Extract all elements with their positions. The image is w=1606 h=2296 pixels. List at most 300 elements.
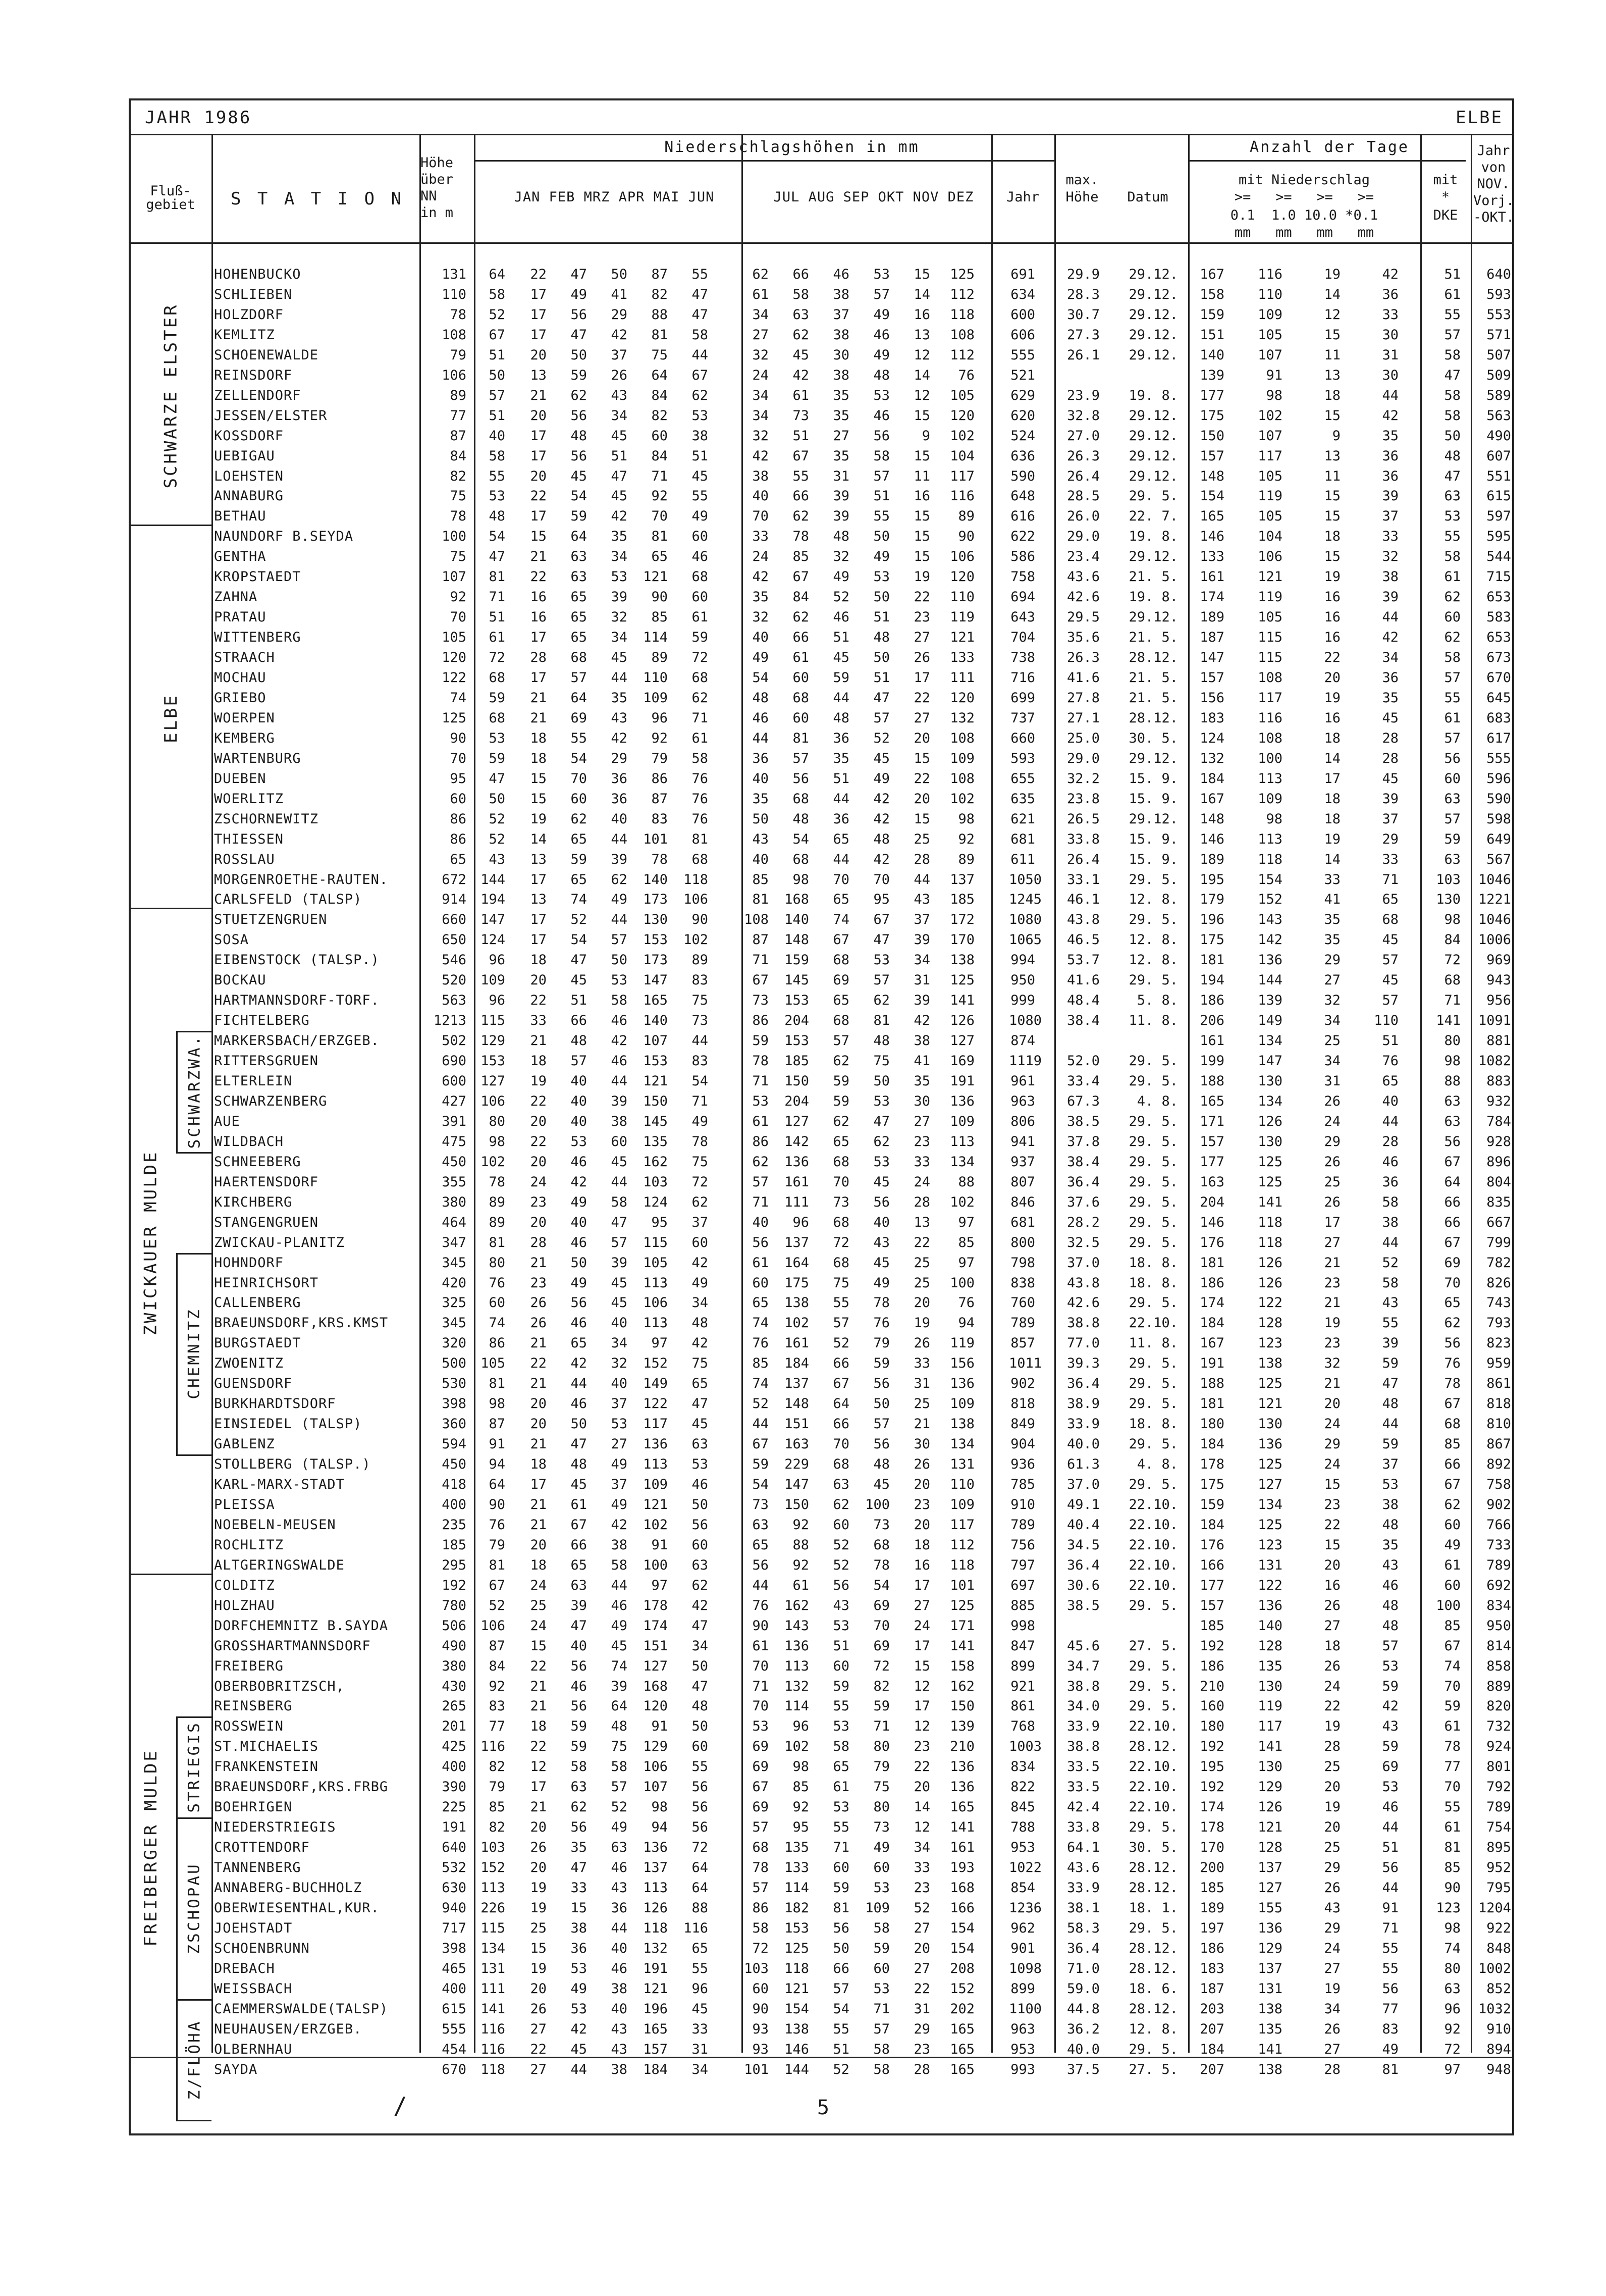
month-value: 168 — [643, 1678, 668, 1694]
hydro-year-total: 490 — [1486, 428, 1511, 444]
day-count: 160 — [1200, 1698, 1224, 1714]
month-value: 64 — [489, 1477, 505, 1492]
day-count: 16 — [1324, 630, 1341, 646]
year-total: 953 — [1010, 2041, 1035, 2057]
month-value: 36 — [570, 1940, 587, 1956]
month-value: 158 — [950, 1658, 975, 1674]
month-value: 32 — [611, 609, 627, 625]
month-value: 173 — [643, 892, 668, 908]
month-value: 38 — [914, 1033, 930, 1049]
month-value: 134 — [950, 1154, 975, 1170]
station-height: 185 — [442, 1537, 466, 1553]
month-value: 46 — [611, 1597, 627, 1613]
month-value: 20 — [914, 1517, 930, 1533]
month-value: 48 — [873, 1033, 890, 1049]
max-height: 58.3 — [1066, 1920, 1100, 1936]
month-value: 42 — [752, 569, 769, 585]
month-value: 67 — [570, 1517, 587, 1533]
day-count: 189 — [1200, 609, 1224, 625]
day-count: 126 — [1258, 1113, 1282, 1129]
month-value: 56 — [570, 1658, 587, 1674]
month-value: 106 — [643, 1295, 668, 1311]
month-value: 37 — [611, 347, 627, 363]
year-total: 699 — [1010, 690, 1035, 706]
day-count: 135 — [1258, 2021, 1282, 2037]
month-value: 69 — [752, 1739, 769, 1755]
month-value: 50 — [570, 1416, 587, 1432]
year-total: 635 — [1010, 791, 1035, 807]
month-value: 18 — [914, 1537, 930, 1553]
max-height: 40.4 — [1066, 1517, 1100, 1533]
month-value: 67 — [489, 327, 505, 343]
month-value: 82 — [489, 1819, 505, 1836]
dke-count: 97 — [1444, 2061, 1461, 2077]
month-value: 52 — [833, 589, 849, 605]
year-total: 1245 — [1009, 892, 1042, 908]
station-name: ALTGERINGSWALDE — [214, 1557, 345, 1573]
month-value: 54 — [489, 529, 505, 545]
month-value: 52 — [833, 1537, 849, 1553]
table-row — [131, 1293, 1512, 1313]
month-value: 18 — [530, 750, 547, 766]
max-height: 29.0 — [1066, 750, 1100, 766]
month-value: 149 — [643, 1376, 668, 1392]
max-height: 26.4 — [1066, 851, 1100, 867]
month-value: 35 — [752, 589, 769, 605]
station-name: CROTTENDORF — [214, 1840, 310, 1856]
month-value: 127 — [784, 1113, 809, 1129]
month-value: 30 — [914, 1436, 930, 1452]
table-row — [131, 386, 1512, 406]
max-date: 29. 5. — [1129, 2041, 1178, 2057]
day-count: 38 — [1382, 1214, 1399, 1230]
month-value: 40 — [752, 1214, 769, 1230]
month-value: 65 — [570, 831, 587, 847]
month-value: 44 — [570, 2061, 587, 2077]
station-height: 265 — [442, 1698, 466, 1714]
day-count: 127 — [1258, 1880, 1282, 1896]
dke-count: 51 — [1444, 267, 1461, 282]
max-height: 32.5 — [1066, 1234, 1100, 1250]
month-value: 45 — [691, 1416, 708, 1432]
month-value: 191 — [950, 1073, 975, 1089]
month-value: 57 — [873, 972, 890, 988]
year-total: 681 — [1010, 831, 1035, 847]
table-row — [131, 567, 1512, 587]
station-height: 563 — [442, 993, 466, 1009]
month-value: 27 — [914, 1113, 930, 1129]
month-value: 76 — [752, 1597, 769, 1613]
month-value: 50 — [570, 347, 587, 363]
station-name: NAUNDORF B.SEYDA — [214, 529, 354, 545]
max-height: 26.1 — [1066, 347, 1100, 363]
day-count: 207 — [1200, 2021, 1224, 2037]
table-row — [131, 486, 1512, 506]
day-count: 138 — [1258, 2061, 1282, 2077]
month-value: 63 — [570, 1577, 587, 1593]
day-count: 18 — [1324, 1638, 1341, 1654]
table-row — [131, 1353, 1512, 1374]
month-value: 111 — [950, 670, 975, 686]
subgroup-bracket — [176, 1817, 178, 1999]
max-date: 29.12. — [1129, 347, 1178, 363]
month-value: 92 — [489, 1678, 505, 1694]
day-count: 122 — [1258, 1577, 1282, 1593]
month-value: 73 — [752, 1496, 769, 1512]
month-value: 54 — [873, 1577, 890, 1593]
max-height: 46.5 — [1066, 932, 1100, 948]
month-value: 50 — [752, 811, 769, 827]
year-total: 629 — [1010, 387, 1035, 403]
dke-count: 68 — [1444, 1416, 1461, 1432]
month-value: 94 — [651, 1819, 668, 1836]
month-value: 170 — [950, 932, 975, 948]
year-total: 994 — [1010, 952, 1035, 968]
month-value: 29 — [914, 2021, 930, 2037]
day-count: 44 — [1382, 609, 1399, 625]
month-value: 126 — [950, 1013, 975, 1029]
month-value: 136 — [950, 1779, 975, 1795]
month-value: 20 — [530, 1113, 547, 1129]
month-value: 25 — [914, 1396, 930, 1412]
year-total: 901 — [1010, 1940, 1035, 1956]
month-value: 64 — [833, 1396, 849, 1412]
month-value: 136 — [784, 1154, 809, 1170]
month-value: 68 — [833, 1013, 849, 1029]
month-value: 108 — [744, 912, 769, 928]
month-value: 89 — [489, 1214, 505, 1230]
max-date: 28.12. — [1129, 650, 1178, 666]
year-total: 611 — [1010, 851, 1035, 867]
month-value: 152 — [950, 1980, 975, 1997]
day-count: 143 — [1258, 912, 1282, 928]
month-value: 51 — [833, 770, 849, 787]
table-row — [131, 1555, 1512, 1576]
month-value: 38 — [691, 428, 708, 444]
day-count: 199 — [1200, 1053, 1224, 1069]
day-count: 181 — [1200, 1255, 1224, 1271]
day-count: 19 — [1324, 1315, 1341, 1331]
month-value: 153 — [784, 1920, 809, 1936]
table-row — [131, 1011, 1512, 1031]
hydro-year-total: 826 — [1486, 1275, 1511, 1291]
table-row — [131, 930, 1512, 950]
group-name: ELBE — [160, 693, 181, 743]
month-value: 40 — [570, 1214, 587, 1230]
dke-count: 76 — [1444, 1355, 1461, 1372]
day-count: 110 — [1258, 286, 1282, 302]
day-count: 39 — [1382, 1335, 1399, 1351]
dke-count: 62 — [1444, 589, 1461, 605]
month-value: 52 — [489, 1597, 505, 1613]
day-count: 18 — [1324, 529, 1341, 545]
station-name: MOCHAU — [214, 670, 266, 686]
month-value: 46 — [611, 1960, 627, 1976]
month-value: 53 — [691, 407, 708, 424]
max-height: 37.0 — [1066, 1255, 1100, 1271]
month-value: 62 — [570, 811, 587, 827]
month-value: 100 — [865, 1496, 890, 1512]
month-value: 70 — [873, 871, 890, 888]
month-value: 53 — [873, 267, 890, 282]
hydro-year-total: 943 — [1486, 972, 1511, 988]
month-value: 60 — [833, 1517, 849, 1533]
month-value: 78 — [792, 529, 809, 545]
month-value: 58 — [691, 327, 708, 343]
month-value: 48 — [873, 831, 890, 847]
month-value: 40 — [752, 488, 769, 504]
month-value: 28 — [530, 650, 547, 666]
month-value: 59 — [570, 1718, 587, 1735]
table-row — [131, 850, 1512, 870]
month-value: 107 — [643, 1779, 668, 1795]
station-name: FRANKENSTEIN — [214, 1759, 319, 1775]
month-value: 53 — [873, 387, 890, 403]
month-value: 56 — [752, 1234, 769, 1250]
station-name: HARTMANNSDORF-TORF. — [214, 993, 380, 1009]
max-height: 30.7 — [1066, 306, 1100, 323]
month-value: 34 — [611, 1335, 627, 1351]
station-name: HOLZHAU — [214, 1597, 275, 1613]
month-value: 27 — [914, 1597, 930, 1613]
month-value: 78 — [752, 1860, 769, 1876]
hydro-year-total: 793 — [1486, 1315, 1511, 1331]
month-value: 44 — [752, 1577, 769, 1593]
month-value: 56 — [570, 407, 587, 424]
day-count: 128 — [1258, 1840, 1282, 1856]
month-value: 51 — [873, 609, 890, 625]
year-total: 1080 — [1009, 1013, 1042, 1029]
month-value: 49 — [611, 1617, 627, 1634]
month-value: 44 — [833, 791, 849, 807]
station-height: 74 — [450, 690, 466, 706]
dke-count: 100 — [1436, 1597, 1461, 1613]
month-value: 43 — [914, 892, 930, 908]
day-count: 195 — [1200, 1759, 1224, 1775]
table-row — [131, 305, 1512, 325]
col-datum: Datum — [1127, 189, 1168, 205]
max-date: 28.12. — [1129, 1960, 1178, 1976]
month-value: 82 — [651, 286, 668, 302]
month-value: 49 — [873, 770, 890, 787]
dke-count: 55 — [1444, 690, 1461, 706]
month-value: 112 — [950, 1537, 975, 1553]
max-date: 29. 5. — [1129, 1234, 1178, 1250]
month-value: 75 — [691, 993, 708, 1009]
month-value: 65 — [570, 1557, 587, 1573]
month-value: 33 — [691, 2021, 708, 2037]
month-value: 53 — [611, 569, 627, 585]
day-count: 35 — [1324, 912, 1341, 928]
month-value: 44 — [833, 690, 849, 706]
year-total: 993 — [1010, 2061, 1035, 2077]
month-value: 67 — [752, 1779, 769, 1795]
day-count: 38 — [1382, 569, 1399, 585]
month-value: 58 — [611, 1759, 627, 1775]
day-count: 142 — [1258, 932, 1282, 948]
dke-count: 74 — [1444, 1658, 1461, 1674]
dke-count: 67 — [1444, 1396, 1461, 1412]
month-value: 14 — [530, 831, 547, 847]
station-height: 398 — [442, 1940, 466, 1956]
month-value: 135 — [643, 1133, 668, 1150]
day-count: 26 — [1324, 2021, 1341, 2037]
day-count: 39 — [1382, 791, 1399, 807]
station-name: PLEISSA — [214, 1496, 275, 1512]
max-date: 29. 5. — [1129, 1678, 1178, 1694]
station-name: BETHAU — [214, 508, 266, 525]
month-value: 60 — [691, 1234, 708, 1250]
year-total: 704 — [1010, 630, 1035, 646]
month-value: 17 — [914, 1577, 930, 1593]
max-height: 38.5 — [1066, 1597, 1100, 1613]
max-height: 43.6 — [1066, 1860, 1100, 1876]
month-value: 73 — [873, 1517, 890, 1533]
day-count: 20 — [1324, 1779, 1341, 1795]
month-value: 14 — [914, 1799, 930, 1815]
month-value: 57 — [792, 750, 809, 766]
dke-count: 72 — [1444, 952, 1461, 968]
month-value: 64 — [691, 1860, 708, 1876]
month-value: 55 — [691, 488, 708, 504]
station-height: 555 — [442, 2021, 466, 2037]
month-value: 111 — [784, 1194, 809, 1210]
month-value: 48 — [833, 710, 849, 726]
month-value: 36 — [611, 791, 627, 807]
table-row — [131, 446, 1512, 466]
year-total: 899 — [1010, 1980, 1035, 1997]
max-date: 19. 8. — [1129, 529, 1178, 545]
month-value: 39 — [914, 932, 930, 948]
day-count: 9 — [1332, 428, 1341, 444]
month-value: 45 — [570, 2041, 587, 2057]
month-value: 64 — [651, 367, 668, 383]
month-value: 51 — [489, 609, 505, 625]
month-value: 21 — [530, 1698, 547, 1714]
subgroup-label — [179, 1716, 210, 1817]
month-value: 34 — [611, 630, 627, 646]
month-value: 60 — [691, 589, 708, 605]
month-value: 21 — [530, 387, 547, 403]
month-value: 60 — [792, 670, 809, 686]
dke-count: 61 — [1444, 1819, 1461, 1836]
month-value: 46 — [691, 549, 708, 565]
day-count: 105 — [1258, 609, 1282, 625]
month-value: 62 — [570, 387, 587, 403]
hydro-year-total: 896 — [1486, 1154, 1511, 1170]
table-row — [131, 345, 1512, 366]
day-count: 22 — [1324, 1517, 1341, 1533]
month-value: 150 — [643, 1093, 668, 1109]
max-height: 46.1 — [1066, 892, 1100, 908]
table-row — [131, 1716, 1512, 1737]
month-value: 19 — [530, 1880, 547, 1896]
col-months-1: JAN FEB MRZ APR MAI JUN — [514, 189, 715, 205]
dke-count: 58 — [1444, 347, 1461, 363]
day-count: 137 — [1258, 1860, 1282, 1876]
max-height: 42.6 — [1066, 589, 1100, 605]
month-value: 54 — [570, 488, 587, 504]
month-value: 43 — [611, 710, 627, 726]
month-value: 45 — [873, 1255, 890, 1271]
month-value: 102 — [950, 1194, 975, 1210]
month-value: 38 — [611, 1980, 627, 1997]
day-count: 207 — [1200, 2061, 1224, 2077]
hydro-year-total: 555 — [1486, 750, 1511, 766]
day-count: 192 — [1200, 1779, 1224, 1795]
year-total: 760 — [1010, 1295, 1035, 1311]
month-value: 53 — [611, 1416, 627, 1432]
month-value: 65 — [691, 1940, 708, 1956]
station-name: ZSCHORNEWITZ — [214, 811, 319, 827]
month-value: 25 — [914, 831, 930, 847]
month-value: 13 — [530, 851, 547, 867]
max-height: 33.1 — [1066, 871, 1100, 888]
month-value: 17 — [530, 327, 547, 343]
month-value: 49 — [873, 1840, 890, 1856]
max-height: 77.0 — [1066, 1335, 1100, 1351]
month-value: 76 — [873, 1315, 890, 1331]
month-value: 15 — [914, 811, 930, 827]
month-value: 68 — [570, 650, 587, 666]
station-height: 400 — [442, 1496, 466, 1512]
hydro-year-total: 673 — [1486, 650, 1511, 666]
year-total: 1100 — [1009, 2001, 1042, 2017]
month-value: 69 — [873, 1638, 890, 1654]
max-height: 35.6 — [1066, 630, 1100, 646]
day-count: 135 — [1258, 1658, 1282, 1674]
max-height: 39.3 — [1066, 1355, 1100, 1372]
month-value: 14 — [914, 367, 930, 383]
day-count: 27 — [1324, 2041, 1341, 2057]
hydro-year-total: 1046 — [1478, 912, 1511, 928]
month-value: 56 — [570, 306, 587, 323]
month-value: 12 — [914, 387, 930, 403]
hydro-year-total: 590 — [1486, 791, 1511, 807]
dke-count: 56 — [1444, 750, 1461, 766]
month-value: 23 — [914, 1133, 930, 1150]
month-value: 60 — [752, 1275, 769, 1291]
month-value: 38 — [611, 2061, 627, 2077]
month-value: 133 — [784, 1860, 809, 1876]
month-value: 54 — [752, 1477, 769, 1492]
year-total: 691 — [1010, 267, 1035, 282]
max-height: 33.8 — [1066, 1819, 1100, 1836]
day-count: 46 — [1382, 1577, 1399, 1593]
month-value: 47 — [570, 1617, 587, 1634]
year-total: 961 — [1010, 1073, 1035, 1089]
dke-count: 80 — [1444, 1960, 1461, 1976]
month-value: 81 — [833, 1900, 849, 1916]
month-value: 22 — [530, 1133, 547, 1150]
month-value: 85 — [792, 549, 809, 565]
max-date: 29. 5. — [1129, 1658, 1178, 1674]
month-value: 70 — [873, 1617, 890, 1634]
day-count: 15 — [1324, 549, 1341, 565]
day-count: 175 — [1200, 407, 1224, 424]
dke-count: 62 — [1444, 630, 1461, 646]
month-value: 118 — [480, 2061, 505, 2077]
day-count: 122 — [1258, 1295, 1282, 1311]
station-height: 345 — [442, 1315, 466, 1331]
month-value: 96 — [792, 1718, 809, 1735]
month-value: 59 — [752, 1456, 769, 1473]
month-value: 184 — [643, 2061, 668, 2077]
month-value: 138 — [950, 1416, 975, 1432]
month-value: 70 — [833, 1174, 849, 1190]
day-count: 180 — [1200, 1416, 1224, 1432]
month-value: 18 — [530, 1053, 547, 1069]
